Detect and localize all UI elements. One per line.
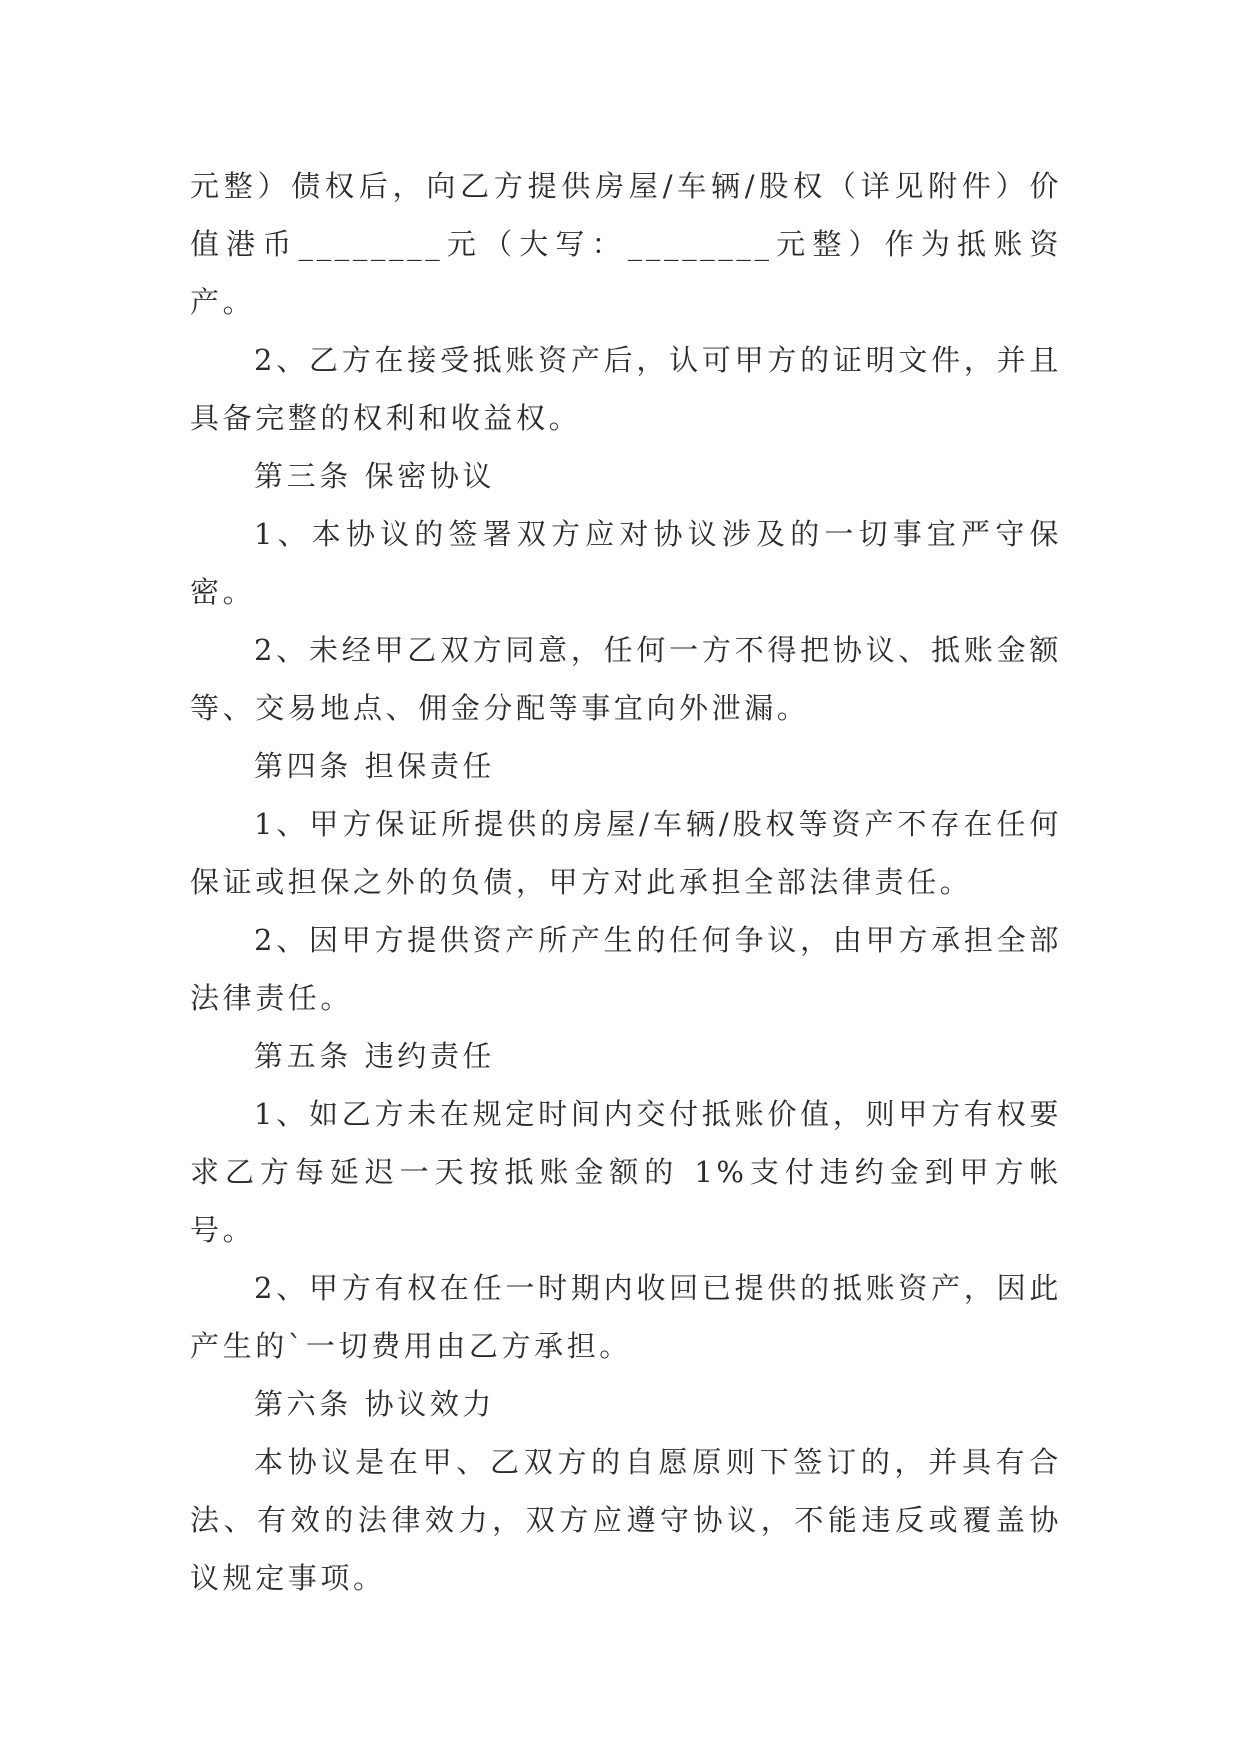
paragraph-article4-item1: 1、甲方保证所提供的房屋/车辆/股权等资产不存在任何保证或担保之外的负债，甲方对此承担全部法律责任。 [190, 807, 1062, 899]
heading-article4: 第四条 担保责任 [254, 749, 496, 783]
paragraph-article5-item2: 2、甲方有权在任一时期内收回已提供的抵账资产，因此产生的`一切费用由乙方承担。 [190, 1271, 1062, 1363]
paragraph-article3-item2: 2、未经甲乙双方同意，任何一方不得把协议、抵账金额等、交易地点、佣金分配等事宜向外泄漏。 [190, 633, 1062, 725]
paragraph-continuation: 元整）债权后，向乙方提供房屋/车辆/股权（详见附件）价值港币________元（大写：________元整）作为抵账资产。 [190, 169, 1062, 319]
heading-article3: 第三条 保密协议 [254, 459, 496, 493]
paragraph-article5-item1: 1、如乙方未在规定时间内交付抵账价值，则甲方有权要求乙方每延迟一天按抵账金额的 1%支付违约金到甲方帐号。 [190, 1097, 1062, 1247]
paragraph-article4-item2: 2、因甲方提供资产所产生的任何争议，由甲方承担全部法律责任。 [190, 923, 1062, 1015]
document-body [190, 157, 1062, 1607]
paragraph-article2-item2: 2、乙方在接受抵账资产后，认可甲方的证明文件，并且具备完整的权利和收益权。 [190, 343, 1062, 435]
paragraph-article6-body: 本协议是在甲、乙双方的自愿原则下签订的，并具有合法、有效的法律效力，双方应遵守协议，不能违反或覆盖协议规定事项。 [190, 1445, 1062, 1595]
paragraph-article3-item1: 1、本协议的签署双方应对协议涉及的一切事宜严守保密。 [190, 517, 1062, 609]
heading-article6: 第六条 协议效力 [254, 1387, 496, 1421]
heading-article5: 第五条 违约责任 [254, 1039, 496, 1073]
